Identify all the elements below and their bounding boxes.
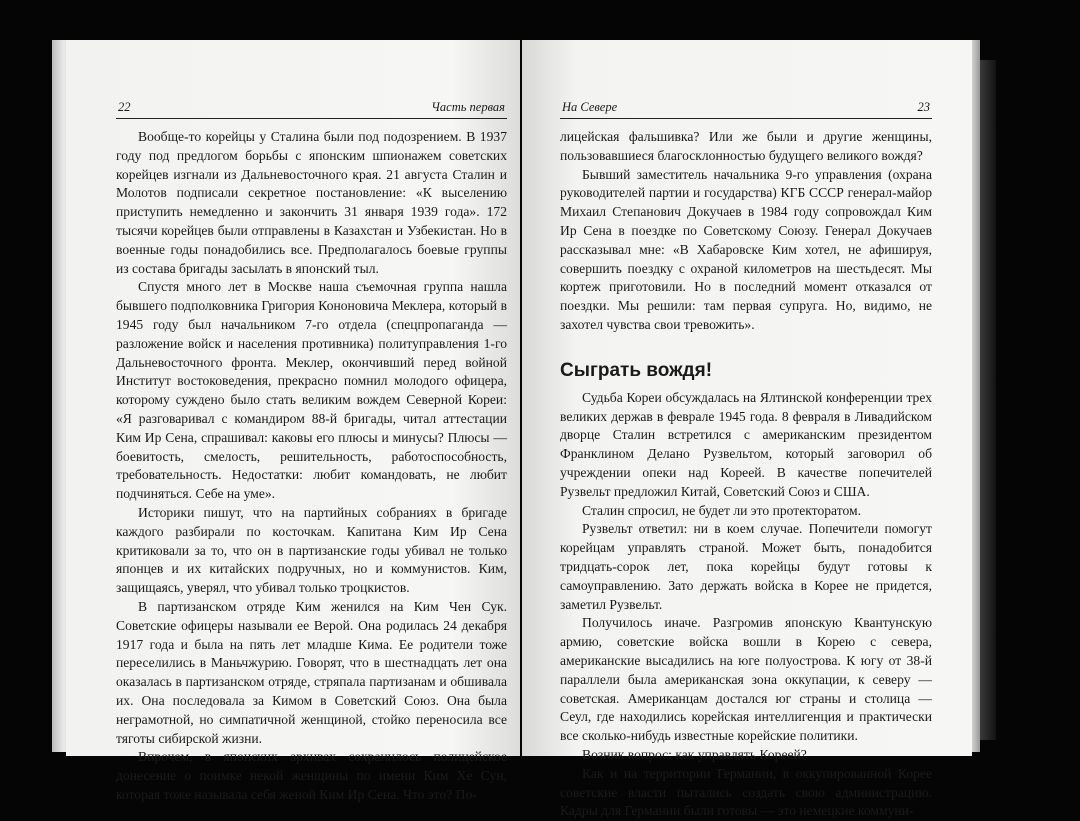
paragraph: В партизанском отряде Ким женился на Ким Чен Сук. Советские офицеры называли ее Верой. Она родилась 24 декабря 1917 года и была на пять лет младше Кима. Ее родители тоже переселились в Маньчжурию. Говорят, что в шестнадцать лет она оказалась в партизанском отряде, стряпала партизанам и обшивала их. Она последовала за Кимом в Советский Союз. Она была неграмотной, но симпатичной женщиной, стойко переносила все тяготы сибирской жизни.	[116, 598, 507, 746]
right-page	[522, 40, 972, 819]
left-page	[66, 40, 520, 802]
paragraph: Историки пишут, что на партийных собраниях в бригаде каждого разбирали по косточкам. Капитана Ким Ир Сена критиковали за то, что он в партизанские годы убивал не только японцев и их китайских подручных, но и коммунистов. Ким, защищаясь, уверял, что убивал только троцкистов.	[116, 504, 507, 596]
paragraph: Вообще-то корейцы у Сталина были под подозрением. В 1937 году под предлогом борьбы с японским шпионажем советских корейцев изгнали из Дальневосточного края. 21 августа Сталин и Молотов подписали секретное постановление: «К выселению приступить немедленно и закончить 31 января 1939 года». 172 тысячи корейцев были отправлены в Казахстан и Узбекистан. Но в военные годы понадобились все. Предполагалось боевые группы из состава бригады засылать в японский тыл.	[116, 129, 507, 276]
paragraph: Спустя много лет в Москве наша съемочная группа нашла бывшего подполковника Григория Кононовича Меклера, который в 1945 году был начальником 7-го отдела (спецпропаганда — разложение войск и населения противника) политуправления 1-го Дальневосточного фронта. Меклер, окончивший перед войной Институт востоковедения, прекрасно помнил молодого офицера, которому суждено было стать великим вождем Северной Кореи: «Я разговаривал с командиром 88-й бригады, читал аттестации Ким Ир Сена, спрашивал: каковы его плюсы и минусы? Плюсы — боевитость, смелость, решительность, работоспособность, требовательность. Недостатки: любит командовать, не любит подчиняться. Себе на уме».	[116, 279, 507, 502]
page-number: 22	[118, 100, 131, 114]
section-title: Сыграть вождя!	[560, 359, 713, 381]
paragraph: Судьба Кореи обсуждалась на Ялтинской конференции трех великих держав в феврале 1945 года. 8 февраля в Ливадийском дворце Сталин встретился с американским президентом Франклином Делано Рузвельтом, который заговорил об учреждении опеки над Кореей. В качестве попечителей Рузвельт предложил Китай, Советский Союз и США.	[560, 389, 932, 499]
paragraph: Рузвельт ответил: ни в коем случае. Попечители помогут корейцам управлять страной. Может быть, понадобится тридцать-сорок лет, пока корейцы будут готовы к самоуправлению. Зато держать войска в Корее не придется, заметил Рузвельт.	[560, 521, 932, 612]
paragraph: Впрочем, в японских архивах сохранилось полицейское донесение о поимке некой женщины по имени Ким Хе Сун, которая тоже называла себя женой Ким Ир Сена. Что это? По-	[116, 749, 507, 802]
paragraph: Получилось иначе. Разгромив японскую Квантунскую армию, советские войска вошли в Корею с севера, американские высадились на юге полуострова. К югу от 38-й параллели была американская зона оккупации, к северу — советская. Американцам достался юг страны и столица — Сеул, где находились корейская интеллигенция и практически все сколько-нибудь известные корейские политики.	[560, 615, 932, 744]
left-page-header	[116, 100, 507, 119]
book-cover-edge	[980, 60, 996, 740]
page-number: 23	[917, 100, 930, 114]
paragraph: Сталин спросил, не будет ли это протекторатом.	[582, 502, 862, 518]
right-page-text	[560, 128, 932, 821]
paragraph: Возник вопрос: как управлять Кореей?	[582, 746, 807, 762]
paragraph: Как и на территории Германии, в оккупированной Корее советские власти пытались создать свою администрацию. Кадры для Германии были готовы — это немецкие коммуни-	[560, 765, 932, 819]
right-page-header	[560, 100, 932, 119]
paragraph: Бывший заместитель начальника 9-го управления (охрана руководителей партии и государства) КГБ СССР генерал-майор Михаил Степанович Докучаев в 1984 году сопровождал Ким Ир Сена в поездке по Советскому Союзу. Генерал Докучаев рассказывал мне: «В Хабаровске Ким хотел, не афишируя, совершить поездку с охраной километров на шестьдесят. Мы кортеж приготовили. Но в последний момент отказался от поездки. Мы решили: там первая супруга. Но, видимо, не захотел чувства свои тревожить».	[560, 166, 932, 332]
running-head: На Севере	[562, 100, 618, 114]
left-page-text	[116, 128, 507, 805]
paragraph: лицейская фальшивка? Или же были и другие женщины, пользовавшиеся благосклонностью будущего великого вождя?	[560, 129, 932, 163]
running-head: Часть первая	[431, 100, 505, 114]
